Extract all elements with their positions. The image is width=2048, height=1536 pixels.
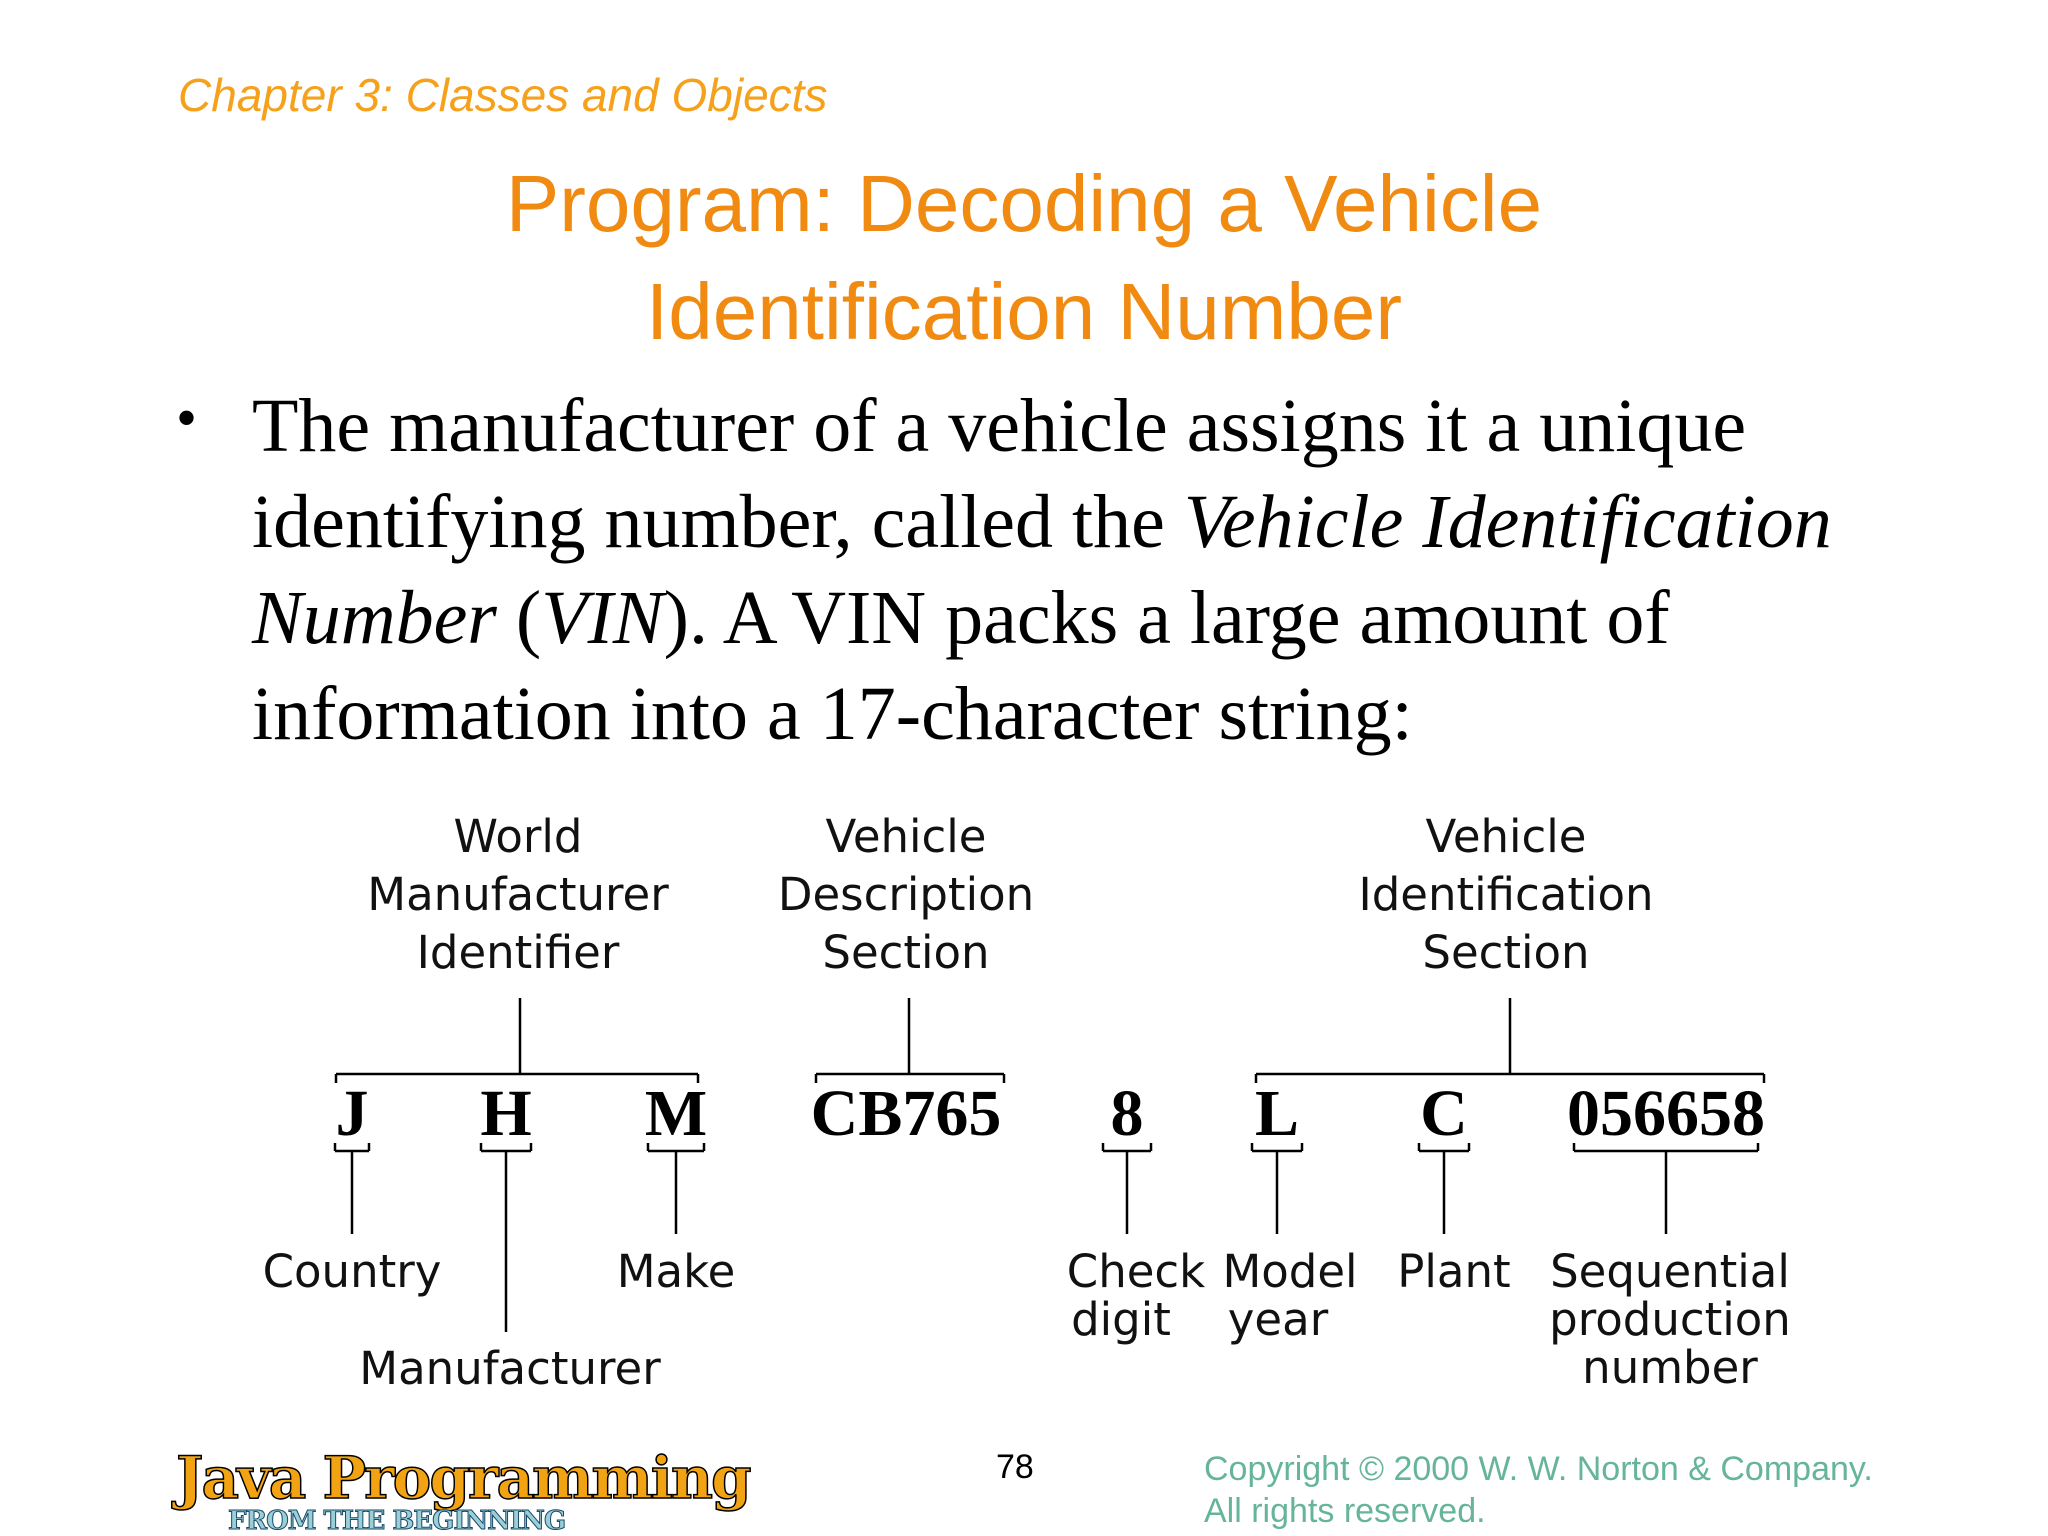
wmi-label-line-3: Identifier <box>416 926 620 979</box>
vin-char-c: C <box>1420 1077 1468 1150</box>
wmi-label-line-1: World <box>453 810 583 863</box>
label-sequential-line-3: number <box>1582 1341 1758 1394</box>
chapter-heading: Chapter 3: Classes and Objects <box>178 69 828 121</box>
copyright-line-2: All rights reserved. <box>1204 1492 1486 1530</box>
vis-label-line-1: Vehicle <box>1425 810 1587 863</box>
vis-label-line-3: Section <box>1422 926 1590 979</box>
vin-char-h: H <box>480 1077 532 1150</box>
logo-subtitle: FROM THE BEGINNING <box>228 1506 566 1536</box>
vds-label-line-2: Description <box>777 868 1035 921</box>
label-manufacturer: Manufacturer <box>359 1342 661 1395</box>
label-model-line-2: year <box>1227 1293 1329 1346</box>
wmi-label-line-2: Manufacturer <box>367 868 669 921</box>
slide-title-line-2: Identification Number <box>646 267 1402 356</box>
vin-char-8: 8 <box>1110 1077 1144 1150</box>
label-sequential-line-1: Sequential <box>1550 1245 1790 1298</box>
bullet-text-part-2: ( <box>496 576 542 660</box>
vis-label-line-2: Identification <box>1358 868 1654 921</box>
label-check-line-2: digit <box>1071 1293 1171 1346</box>
vin-char-m: M <box>644 1077 708 1150</box>
label-check-line-1: Check <box>1066 1245 1206 1298</box>
vin-char-j: J <box>335 1077 369 1150</box>
slide-title-line-1: Program: Decoding a Vehicle <box>505 159 1543 248</box>
label-country: Country <box>262 1245 442 1298</box>
vin-chars-056658: 056658 <box>1567 1077 1765 1150</box>
bullet-italic-vin-name: Vehicle Identification Number <box>252 480 1832 660</box>
java-programming-logo: Java Programming <box>176 1444 750 1512</box>
bullet-italic-vin: VIN <box>541 576 664 660</box>
vds-label-line-3: Section <box>822 926 990 979</box>
vin-chars-cb765: CB765 <box>810 1077 1002 1150</box>
label-plant: Plant <box>1397 1245 1511 1298</box>
copyright-line-1: Copyright © 2000 W. W. Norton & Company. <box>1204 1450 1873 1488</box>
bullet-marker: • <box>176 385 198 451</box>
copyright-notice <box>1204 1448 1873 1532</box>
page-number: 78 <box>996 1448 1034 1486</box>
label-sequential-line-2: production <box>1549 1293 1791 1346</box>
label-make: Make <box>616 1245 736 1298</box>
vin-char-l: L <box>1254 1077 1300 1150</box>
bullet-text-part-1: The manufacturer of a vehicle assigns it a unique identifying number, called the <box>252 384 1747 564</box>
bullet-text-part-3: ). A VIN packs a large amount of information into a 17-character string: <box>252 576 1670 756</box>
vds-label-line-1: Vehicle <box>825 810 987 863</box>
label-model-line-1: Model <box>1222 1245 1358 1298</box>
